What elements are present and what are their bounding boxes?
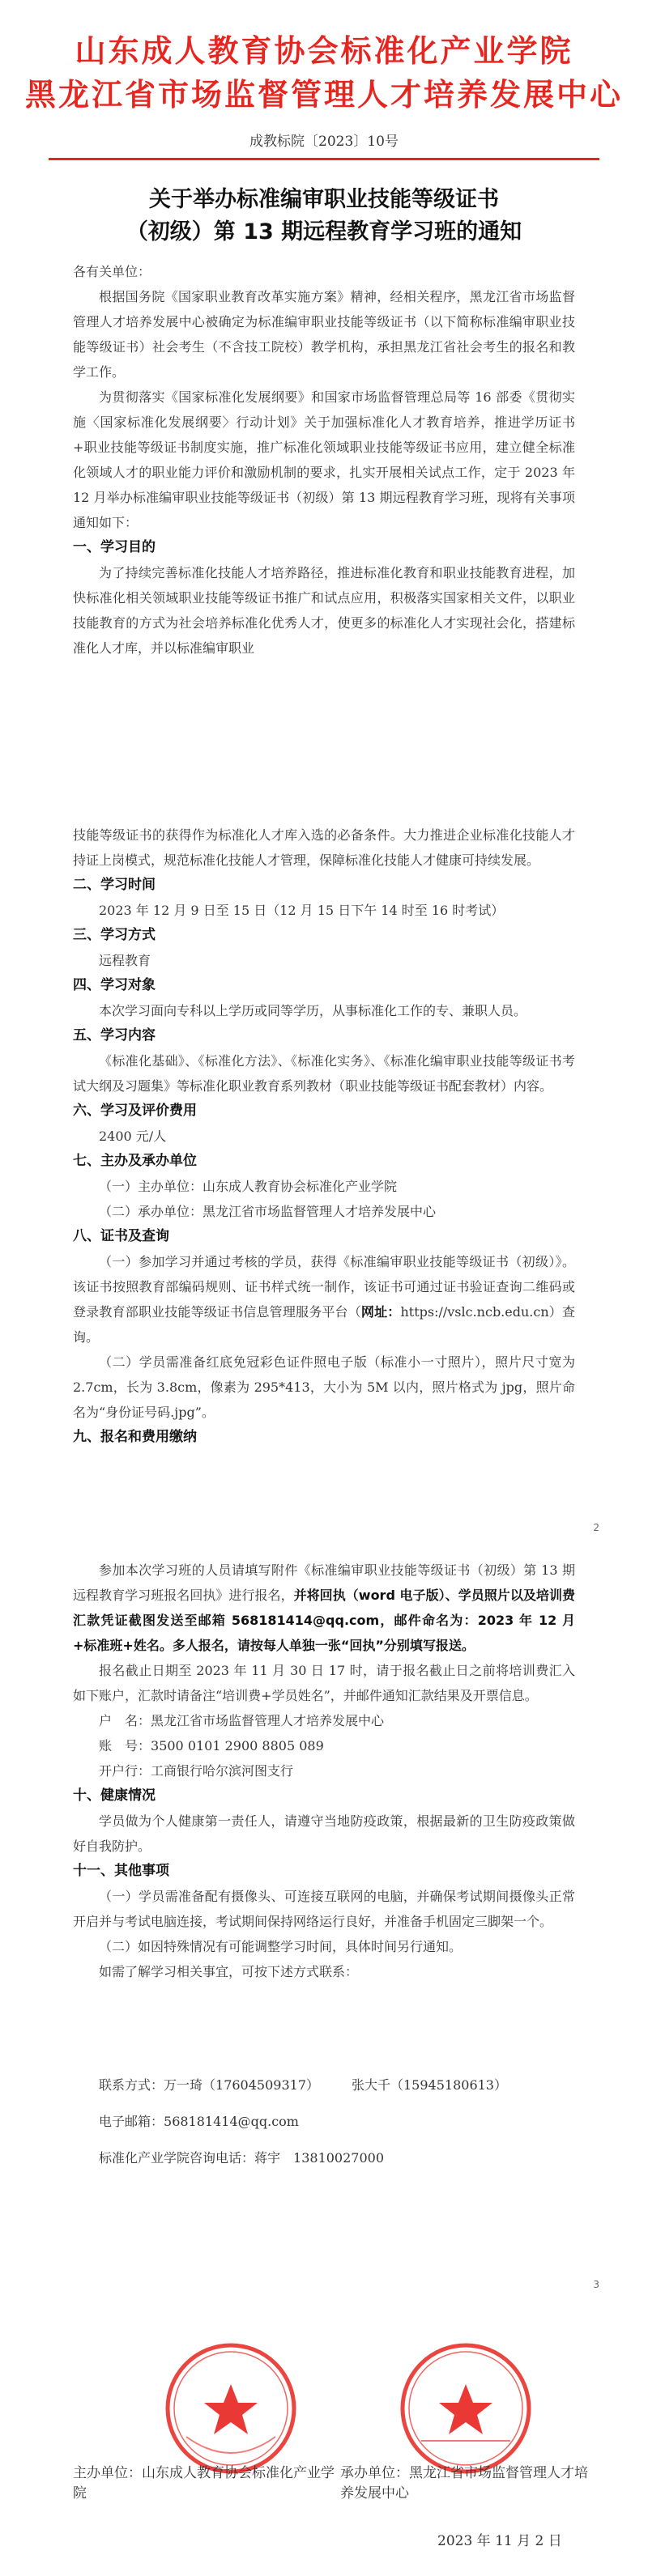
section-1-paragraph-2: 技能等级证书的获得作为标准化人才库入选的必备条件。大力推进企业标准化技能人才持证上岗模式，规范标准化技能人才管理，保障标准化技能人才健康可持续发展。 — [73, 827, 575, 868]
section-9-heading: 九、报名和费用缴纳 — [73, 1429, 197, 1445]
issue-date: 2023 年 11 月 2 日 — [437, 2533, 562, 2549]
bank-name: 工商银行哈尔滨河图支行 — [151, 1763, 294, 1779]
section-8-heading: 八、证书及查询 — [73, 1228, 169, 1244]
bank-label: 开户行： — [99, 1763, 151, 1779]
account-number-row — [73, 1733, 575, 1758]
section-7-organizer: （二）承办单位：黑龙江省市场监督管理人才培养发展中心 — [99, 1204, 437, 1219]
registration-submit-text: 并将回执（word 电子版）、学员照片以及培训费汇款凭证截图发送至邮箱 568181414@qq.com，邮件命名为：2023 年 12 月+标准班+姓名。多人报名，请按每人单独一张“回执”分别填写报送。 — [73, 1588, 575, 1653]
page-number-3: 3 — [593, 2279, 599, 2290]
contact-block — [73, 2072, 575, 2170]
host-label: 主办单位： — [73, 2465, 142, 2481]
section-9-paragraph-1 — [73, 1558, 575, 1658]
section-11-heading: 十一、其他事项 — [73, 1863, 169, 1879]
section-7-host: （一）主办单位：山东成人教育协会标准化产业学院 — [99, 1179, 398, 1194]
organizer-name: 黑龙江省市场监督管理人才培养发展中心 — [340, 2465, 588, 2502]
account-name: 黑龙江省市场监督管理人才培养发展中心 — [151, 1713, 385, 1728]
contact-phone-row — [73, 2072, 575, 2098]
contact-consult-phone: 13810027000 — [293, 2150, 385, 2166]
section-2-heading: 二、学习时间 — [73, 877, 156, 893]
registration-text: 参加本次学习班的人员请填写附件《标准编审职业技能等级证书（初级）第 13 期远程教育学习班报名回执》进行报名， — [73, 1562, 575, 1603]
page1-body — [73, 259, 575, 661]
section-7-heading: 七、主办及承办单位 — [73, 1153, 197, 1169]
organizer-label: 承办单位： — [340, 2465, 409, 2481]
section-11-paragraph-2: （二）如因特殊情况有可能调整学习时间，具体时间另行通知。 — [99, 1939, 463, 1954]
website-url: https://vslc.ncb.edu.cn）查询。 — [73, 1304, 575, 1345]
section-5-text: 《标准化基础》、《标准化方法》、《标准化实务》、《标准化编审职业技能等级证书考试大纲及习题集》等标准化职业教育系列教材（职业技能等级证书配套教材）内容。 — [73, 1053, 575, 1094]
contact-email-label: 电子邮箱： — [99, 2114, 164, 2129]
section-11-paragraph-1: （一）学员需准备配有摄像头、可连接互联网的电脑，并确保考试期间摄像头正常开启并与考试电脑连接，考试期间保持网络运行良好，并准备手机固定三脚架一个。 — [73, 1889, 575, 1929]
section-10-heading: 十、健康情况 — [73, 1787, 156, 1804]
section-8-paragraph-2: （二）学员需准备红底免冠彩色证件照电子版（标准小一寸照片），照片尺寸宽为 2.7cm，长为 3.8cm，像素为 295*413，大小为 5M 以内，照片格式为 jpg，照片命名为“身份证号码.jpg”。 — [73, 1354, 575, 1420]
issuing-org-2: 黑龙江省市场监督管理人才培养发展中心 — [24, 77, 623, 113]
section-3-text: 远程教育 — [99, 953, 151, 968]
title-line-1: 关于举办标准编审职业技能等级证书 — [149, 187, 499, 212]
account-number-label: 账 号： — [99, 1738, 151, 1753]
account-name-row — [73, 1708, 575, 1733]
contact-phone-label: 联系方式： — [99, 2077, 164, 2093]
host-signature — [73, 2461, 340, 2502]
page2-body — [73, 823, 575, 1450]
contact-consult-name: 蒋宇 — [254, 2150, 281, 2166]
section-11-paragraph-3: 如需了解学习相关事宜，可按下述方式联系： — [99, 1964, 359, 1979]
organizer-seal-icon — [397, 2340, 535, 2477]
section-5-heading: 五、学习内容 — [73, 1027, 156, 1044]
contact-person-1: 万一琦（17604509317） — [164, 2077, 319, 2093]
section-1-heading: 一、学习目的 — [73, 539, 156, 555]
title-line-2: （初级）第 13 期远程教育学习班的通知 — [126, 219, 522, 244]
section-1-paragraph-1: 为了持续完善标准化技能人才培养路径，推进标准化教育和职业技能教育进程，加快标准化相关领域职业技能等级证书推广和试点应用，积极落实国家相关文件，以职业技能教育的方式为社会培养标准化优秀人才，使更多的标准化人才实现社会化，搭建标准化人才库，并以标准编审职业 — [73, 565, 575, 656]
section-6-heading: 六、学习及评价费用 — [73, 1103, 197, 1119]
organizer-signature — [340, 2461, 591, 2502]
section-2-text: 2023 年 12 月 9 日至 15 日（12 月 15 日下午 14 时至 16 时考试） — [99, 903, 505, 918]
account-name-label: 户 名： — [99, 1713, 151, 1728]
host-seal-icon — [162, 2340, 300, 2477]
section-10-text: 学员做为个人健康第一责任人，请遵守当地防疫政策，根据最新的卫生防疫政策做好自我防护。 — [73, 1813, 575, 1854]
account-number: 3500 0101 2900 8805 089 — [151, 1738, 324, 1753]
intro-paragraph-2: 为贯彻落实《国家标准化发展纲要》和国家市场监督管理总局等 16 部委《贯彻实施〈国家标准化发展纲要〉行动计划》关于加强标准化人才教育培养，推进学历证书+职业技能等级证书制度实施，推广标准化领域职业技能等级证书应用，建立健全标准化领域人才的职业能力评价和激励机制的要求，扎实开展相关试点工作，定于 2023 年 12 月举办标准编审职业技能等级证书（初级）第 13 期远程教育学习班，现将有关事项通知如下： — [73, 389, 575, 530]
section-6-text: 2400 元/人 — [99, 1129, 167, 1144]
section-9-paragraph-2: 报名截止日期至 2023 年 11 月 30 日 17 时，请于报名截止日之前将培训费汇入如下账户，汇款时请备注“培训费+学员姓名”，并邮件通知汇款结果及开票信息。 — [73, 1663, 575, 1703]
certificate-text: （一）参加学习并通过考核的学员，获得《标准编审职业技能等级证书（初级）》。该证书按照教育部编码规则、证书样式统一制作，该证书可通过证书验证查询二维码或登录教育部职业技能等级证书信息管理服务平台（ — [73, 1254, 575, 1320]
page3-body — [73, 1558, 575, 1984]
contact-email: 568181414@qq.com — [164, 2114, 299, 2129]
red-divider — [49, 158, 599, 160]
bank-row — [73, 1758, 575, 1783]
page-number-2: 2 — [593, 1522, 599, 1533]
intro-paragraph-1: 根据国务院《国家职业教育改革实施方案》精神，经相关程序，黑龙江省市场监督管理人才培养发展中心被确定为标准编审职业技能等级证书（以下简称标准编审职业技能等级证书）社会考生（不含技工院校）教学机构，承担黑龙江省社会考生的报名和教学工作。 — [73, 289, 575, 380]
section-4-text: 本次学习面向专科以上学历或同等学历，从事标准化工作的专、兼职人员。 — [99, 1003, 527, 1018]
contact-email-row — [73, 2109, 575, 2134]
section-3-heading: 三、学习方式 — [73, 927, 156, 943]
section-8-paragraph-1 — [73, 1249, 575, 1350]
website-label: 网址： — [360, 1304, 401, 1320]
contact-consult-label: 标准化产业学院咨询电话： — [99, 2150, 255, 2166]
contact-consult-row — [73, 2145, 575, 2170]
greeting: 各有关单位： — [73, 264, 151, 279]
document-number: 成教标院〔2023〕10号 — [249, 134, 399, 150]
issuing-org-1: 山东成人教育协会标准化产业学院 — [75, 33, 573, 69]
section-4-heading: 四、学习对象 — [73, 977, 156, 993]
host-name: 山东成人教育协会标准化产业学院 — [73, 2465, 335, 2502]
contact-person-2: 张大千（15945180613） — [352, 2077, 507, 2093]
